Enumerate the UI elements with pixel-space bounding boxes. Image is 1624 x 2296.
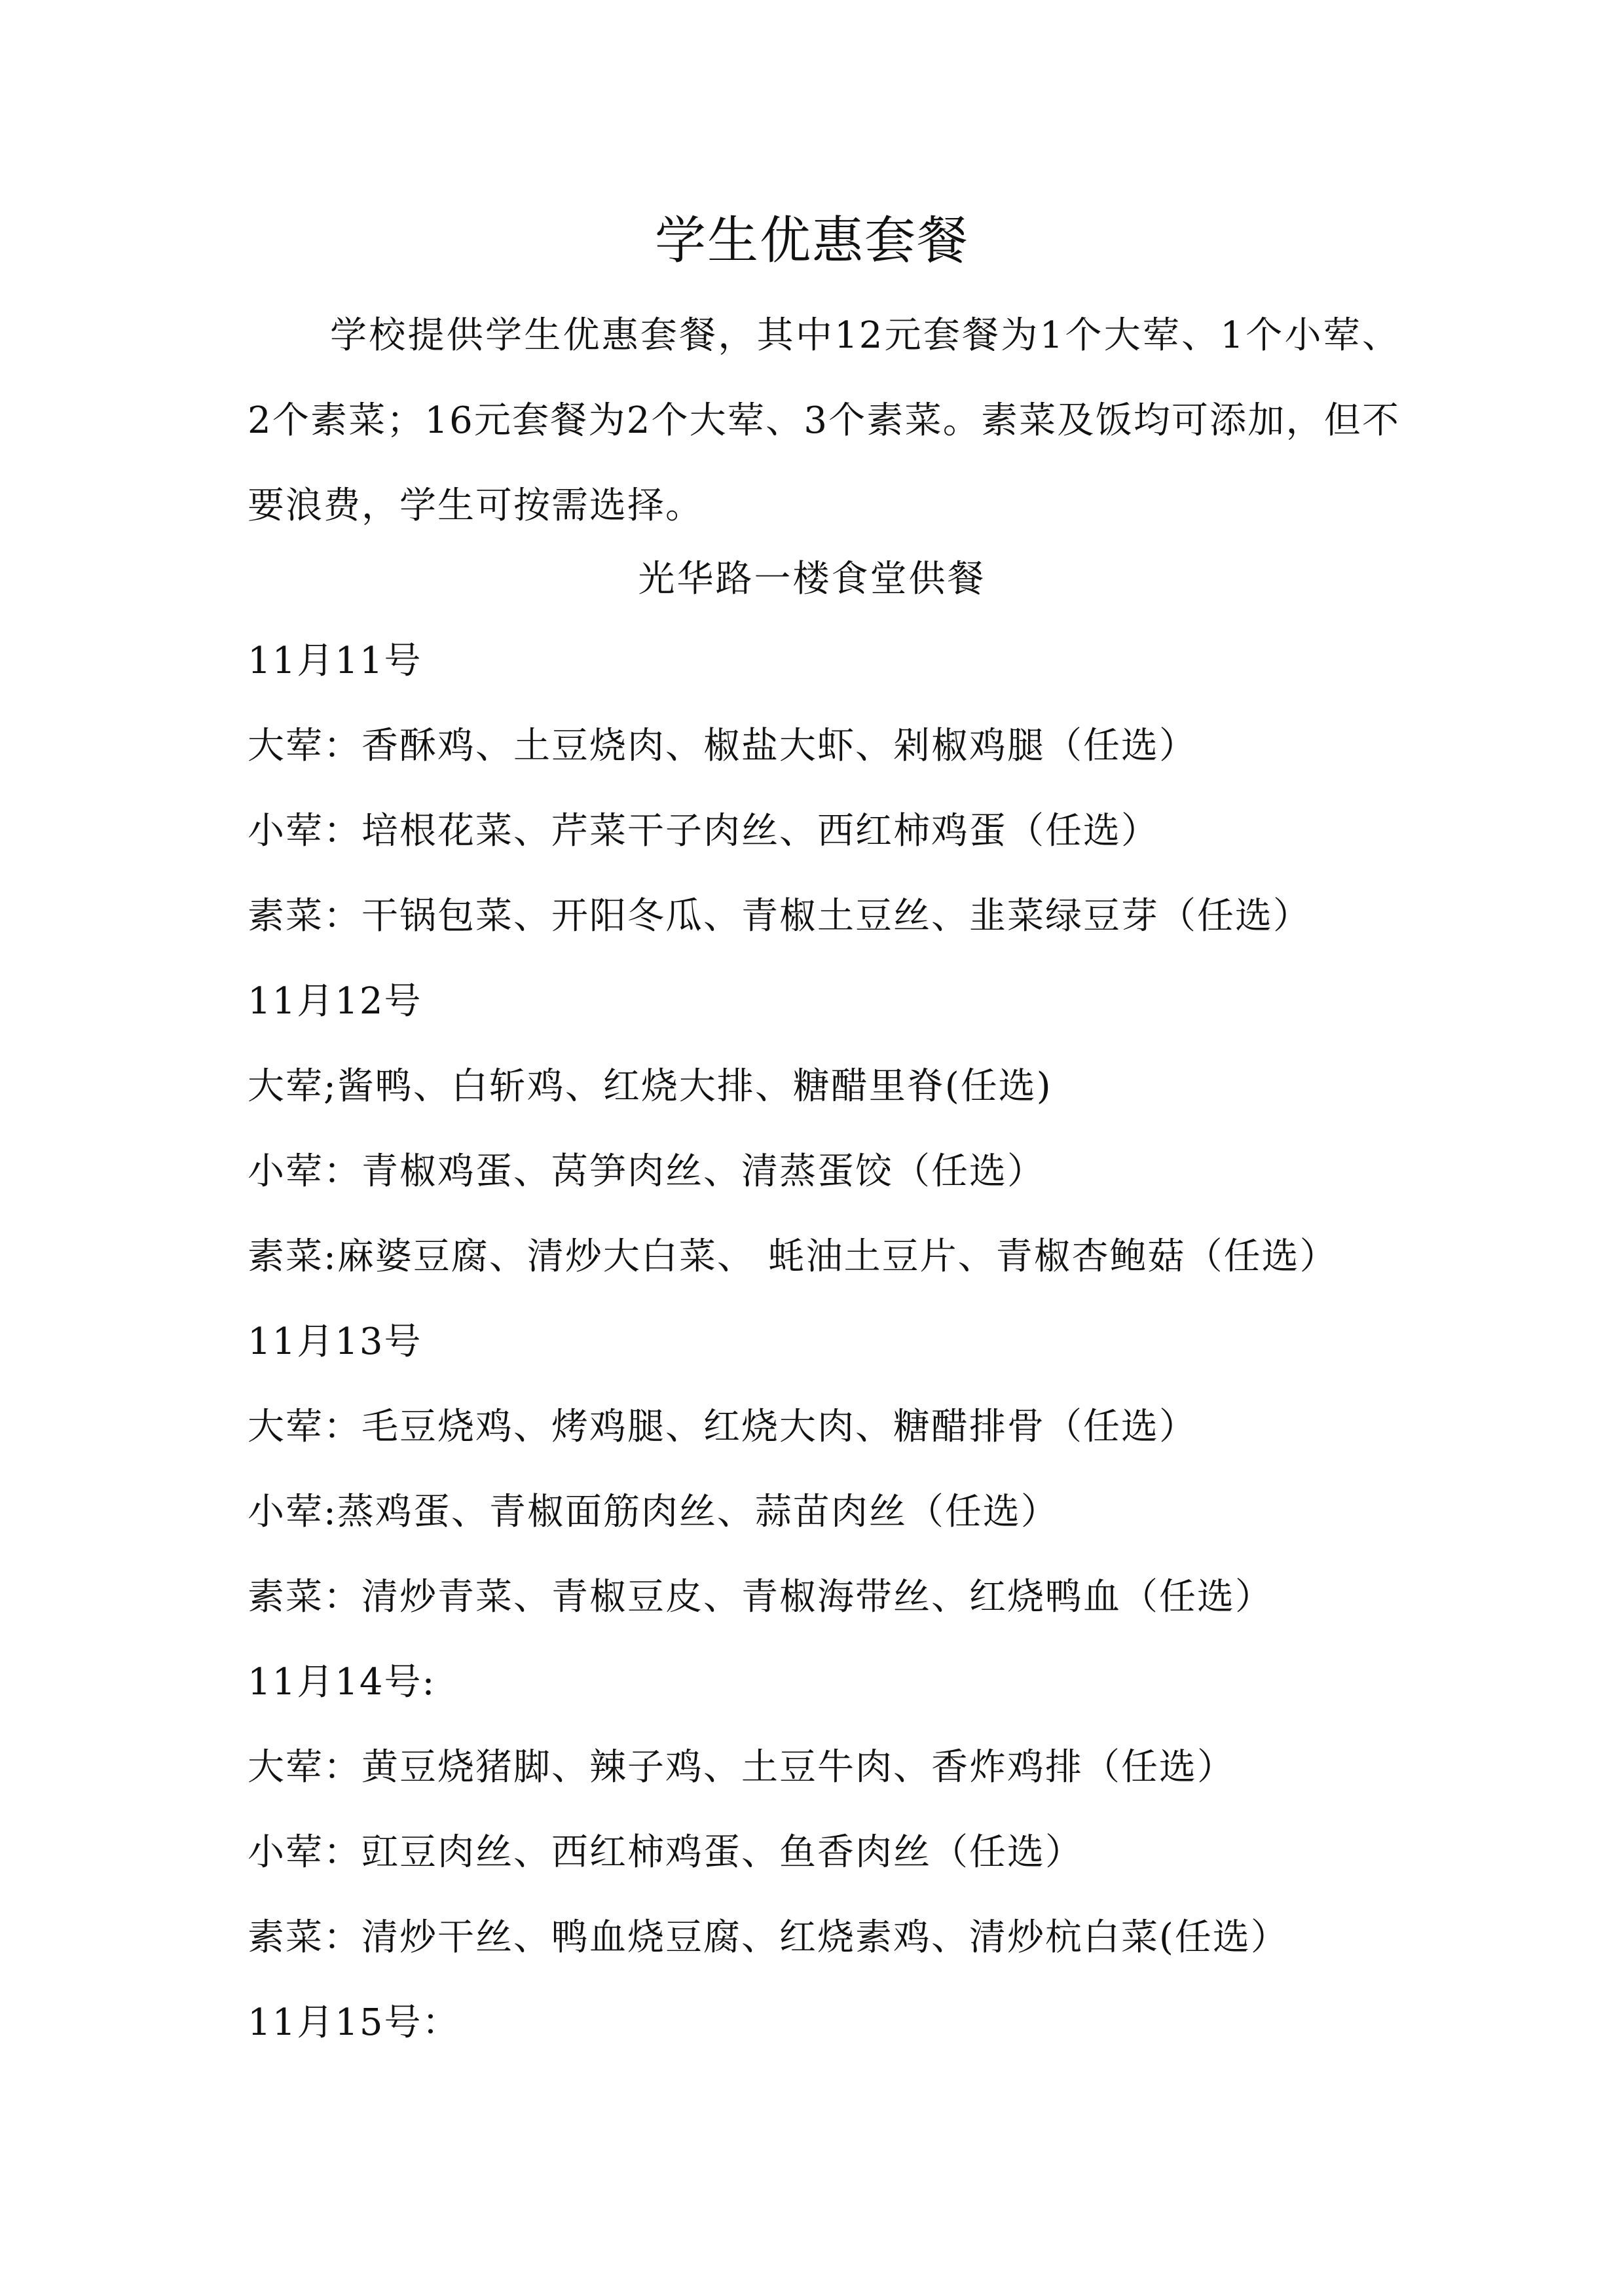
menu-line: 素菜:麻婆豆腐、清炒大白菜、 蚝油土豆片、青椒杏鲍菇（任选） <box>248 1235 1338 1278</box>
date-heading: 11月12号 <box>248 980 422 1023</box>
menu-line: 素菜：干锅包菜、开阳冬瓜、青椒土豆丝、韭菜绿豆芽（任选） <box>248 895 1311 938</box>
menu-line: 大荤：黄豆烧猪脚、辣子鸡、土豆牛肉、香炸鸡排（任选） <box>248 1746 1235 1789</box>
date-heading: 11月15号： <box>248 2001 460 2044</box>
menu-line: 小荤：豇豆肉丝、西红柿鸡蛋、鱼香肉丝（任选） <box>248 1831 1083 1874</box>
menu-line: 小荤：培根花菜、芹菜干子肉丝、西红柿鸡蛋（任选） <box>248 810 1159 852</box>
canteen-subtitle: 光华路一楼食堂供餐 <box>638 558 986 600</box>
menu-line: 素菜：清炒青菜、青椒豆皮、青椒海带丝、红烧鸭血（任选） <box>248 1576 1273 1618</box>
date-heading: 11月13号 <box>248 1321 422 1363</box>
intro-paragraph: 学校提供学生优惠套餐，其中12元套餐为1个大荤、1个小荤、2个素菜；16元套餐为2个大荤、3个素菜。素菜及饭均可添加，但不要浪费，学生可按需选择。 <box>248 314 1400 527</box>
menu-line: 素菜：清炒干丝、鸭血烧豆腐、红烧素鸡、清炒杭白菜(任选） <box>248 1916 1289 1959</box>
menu-line: 大荤：毛豆烧鸡、烤鸡腿、红烧大肉、糖醋排骨（任选） <box>248 1406 1197 1448</box>
menu-line: 大荤;酱鸭、白斩鸡、红烧大排、糖醋里脊(任选) <box>248 1065 1052 1108</box>
menu-line: 大荤：香酥鸡、土豆烧肉、椒盐大虾、剁椒鸡腿（任选） <box>248 725 1197 767</box>
menu-line: 小荤:蒸鸡蛋、青椒面筋肉丝、蒜苗肉丝（任选） <box>248 1491 1059 1533</box>
date-heading: 11月14号: <box>248 1661 436 1704</box>
document-title: 学生优惠套餐 <box>654 211 969 270</box>
menu-line: 小荤：青椒鸡蛋、莴笋肉丝、清蒸蛋饺（任选） <box>248 1150 1045 1193</box>
date-heading: 11月11号 <box>248 640 422 682</box>
